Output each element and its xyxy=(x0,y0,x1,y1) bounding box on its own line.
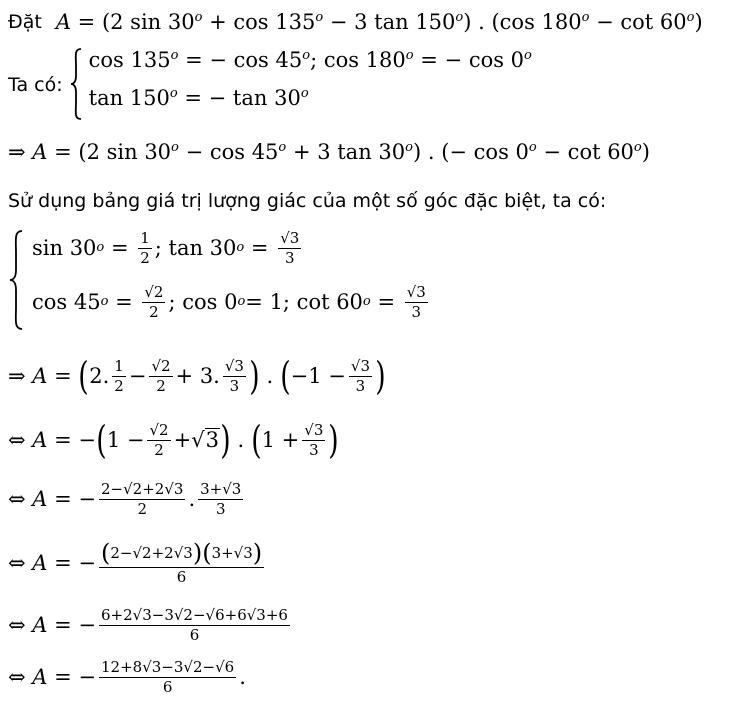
special-values-row-1: sin 30 o = $\frac{1}{2}$ ; tan 30 o = $\frac{√3}{3}$ xyxy=(32,229,300,267)
reduction-row-1: $\cos 135^o$ = − cos 45$^o$; $\cos 180^o$ = − cos 0$^o$ xyxy=(88,47,532,72)
reduction-line xyxy=(8,46,532,122)
step-2: ⇔ A = − ( 1 − $\frac{√2}{2}$ + √ 3 ) . ( 1 + $\frac{√3}{3}$ ) xyxy=(8,417,339,462)
step-5: ⇔ A = − $\frac{6+2√3-3√2-√6+6√3+6}{6}$ xyxy=(8,606,288,644)
reduction-row-2: $\tan 150^o$ = − tan 30$^o$ xyxy=(88,85,309,110)
definition-lead: Đặt xyxy=(8,11,42,33)
substituted-line xyxy=(8,134,650,170)
definition-expression: A = (2 $\sin 30^o + \cos 135^o - 3$ tan 150$^o$) . (cos $180^o - \cot 60^o$) xyxy=(55,9,703,34)
reduction-lead: Ta có: xyxy=(8,74,63,96)
definition-line xyxy=(8,6,703,38)
step-4: ⇔ A = − ( 2−√2+2√3 ) ( 3+√3 ) 6 xyxy=(8,539,263,587)
step-6: ⇔ A = − $\frac{12+8√3-3√2-√6}{6}$ . xyxy=(8,658,246,696)
left-brace-icon xyxy=(8,228,24,332)
table-intro-text: Sử dụng bảng giá trị lượng giác của một số góc đặc biệt, ta có: xyxy=(8,190,607,212)
special-values-system xyxy=(8,228,508,332)
substituted-expression: ⇒ A = (2 $\sin 30^o - \cos 45^o + 3$ tan 30$^o$) . (− $\cos 0^o - \cot 60^o$) xyxy=(8,139,650,164)
step-1: ⇒ A = ( 2. $\frac{1}{2}$ − $\frac{√2}{2}$ + 3. $\frac{√3}{3}$ ) . ( −1 − $\frac{√3}{3}$ ) xyxy=(8,353,386,398)
reduction-system xyxy=(69,46,532,122)
special-values-row-2: cos 45 o = $\frac{√2}{2}$ ; cos 0 o = 1; cot 60 o = $\frac{√3}{3}$ xyxy=(32,283,426,321)
table-intro-line xyxy=(8,186,606,216)
left-brace-icon xyxy=(69,46,83,122)
step-3: ⇔ A = − $\frac{2-√2+2√3}{2}$ . $\frac{3+√3}{3}$ xyxy=(8,480,242,518)
